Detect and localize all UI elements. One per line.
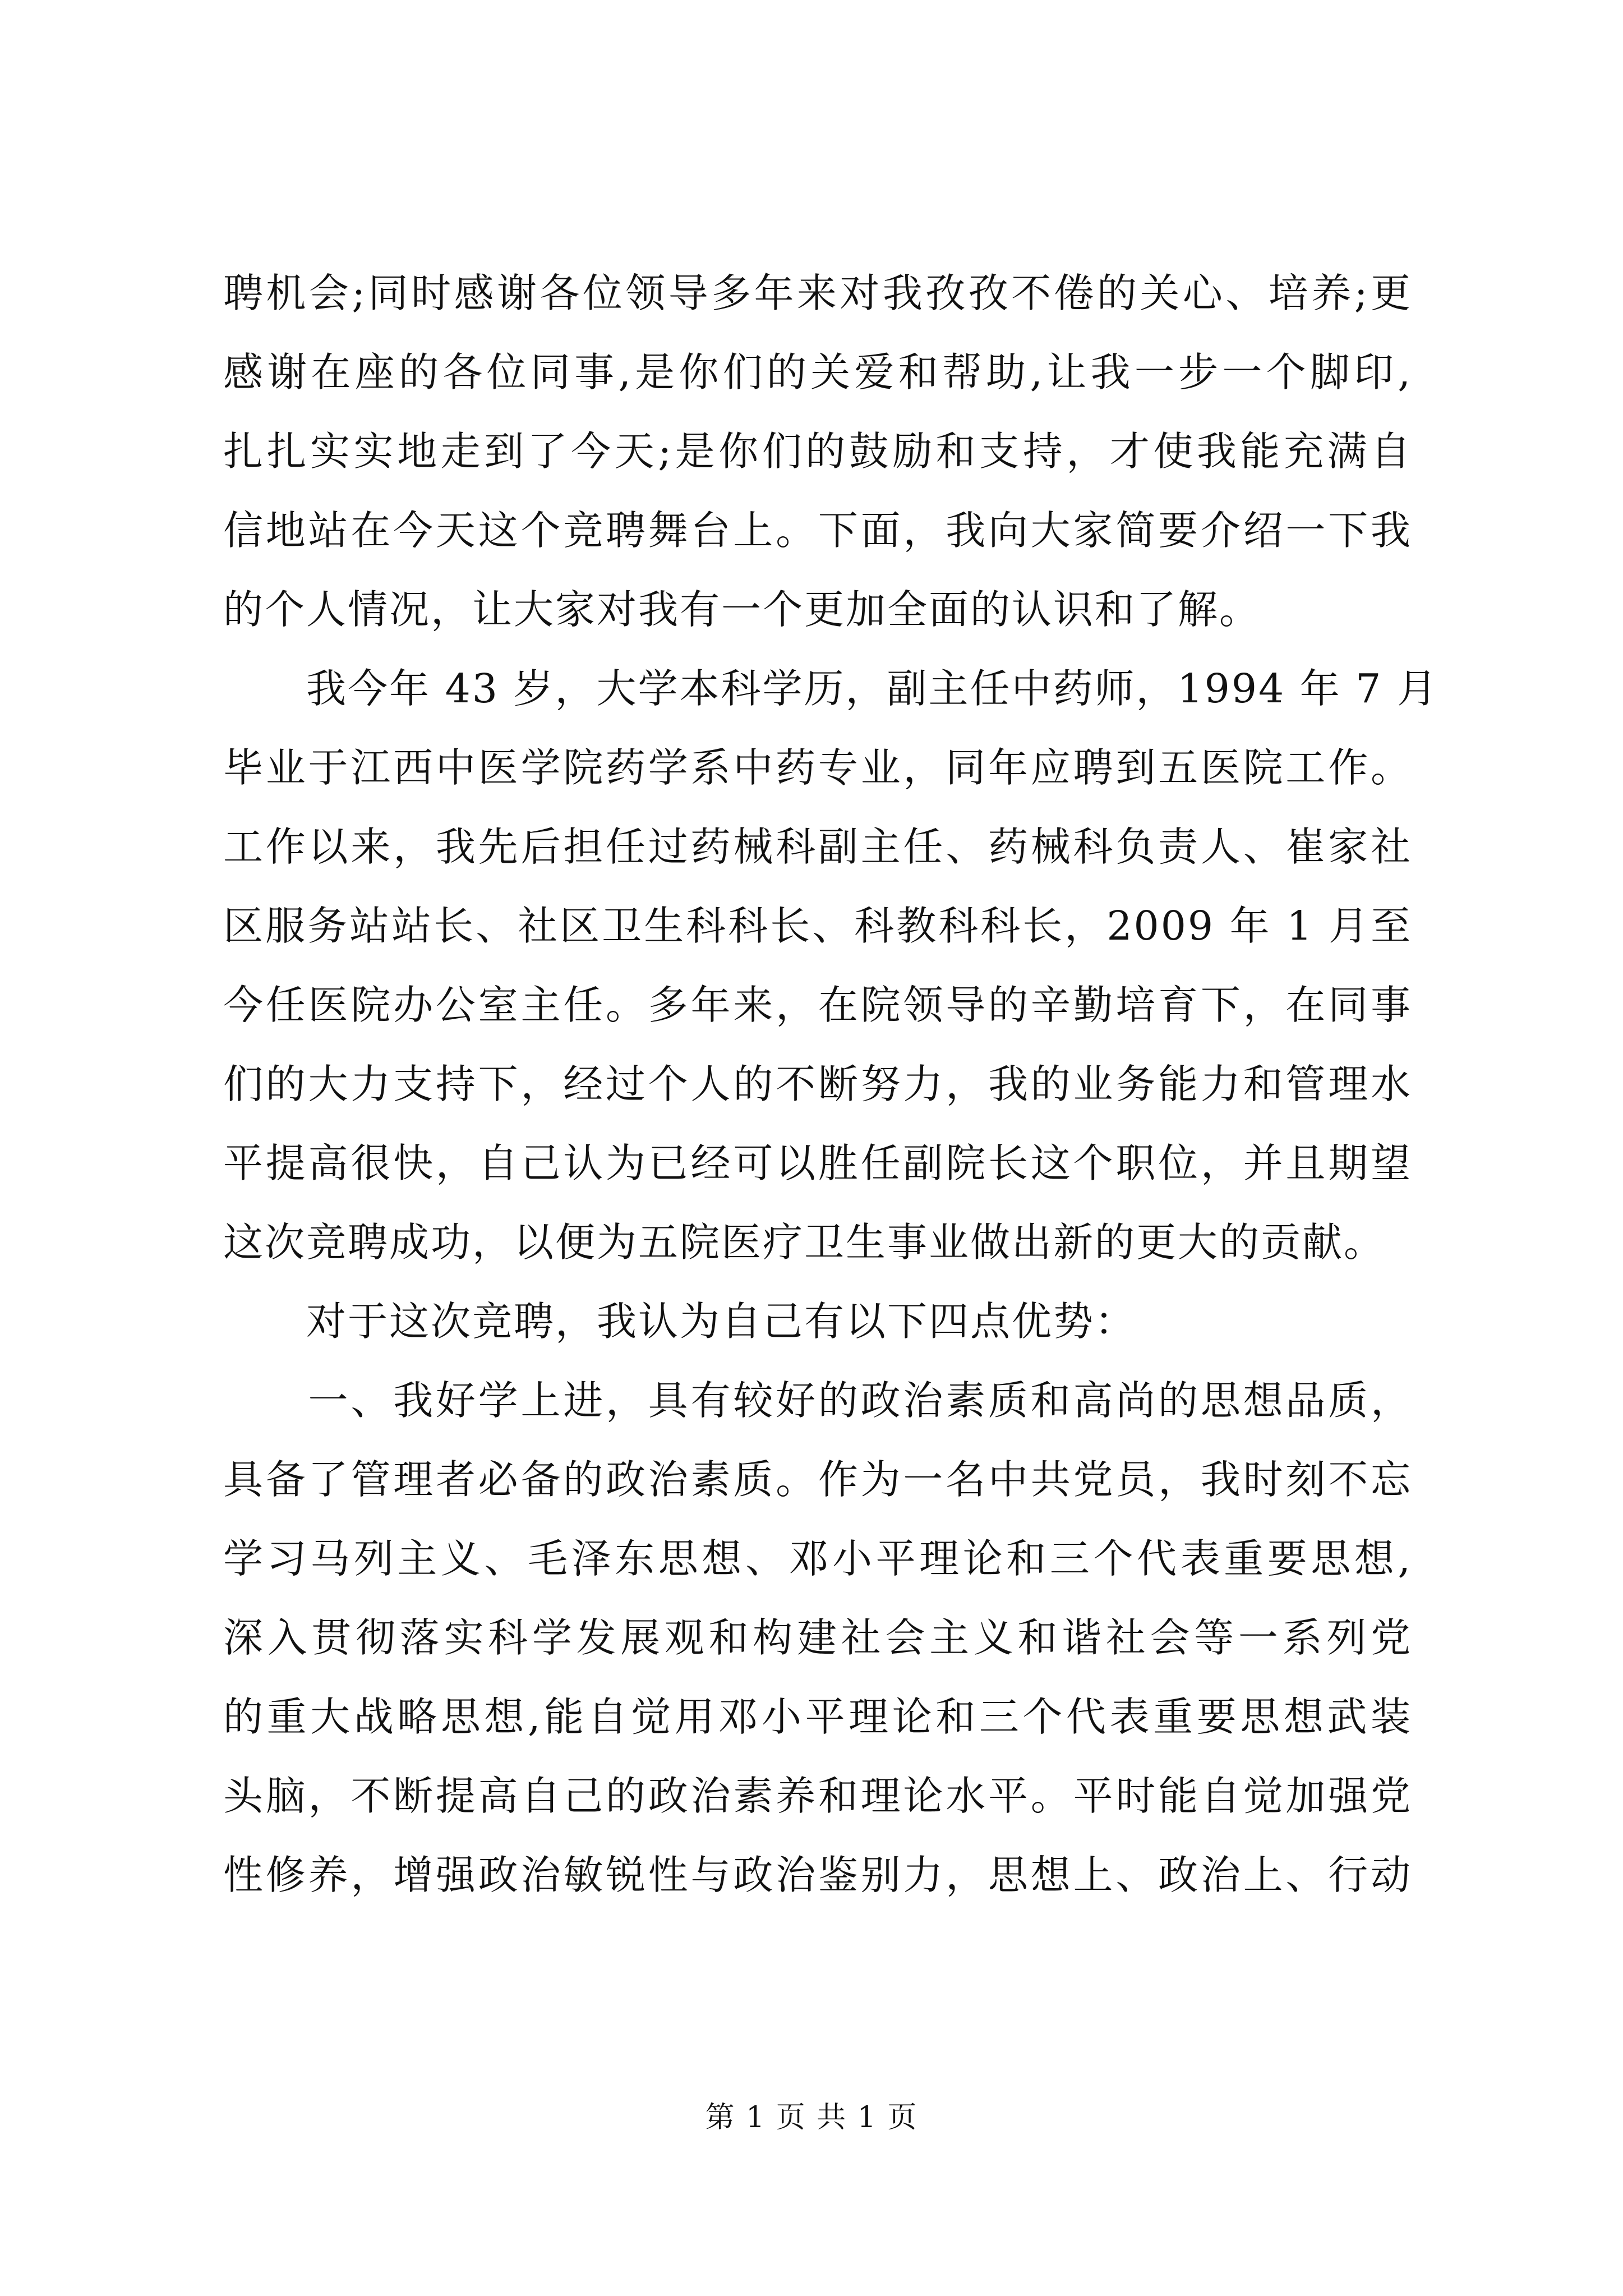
text-line: 头脑，不断提高自己的政治素养和理论水平。平时能自觉加强党 bbox=[223, 1773, 1412, 1819]
text-line: 工作以来，我先后担任过药械科副主任、药械科负责人、崔家社 bbox=[223, 823, 1412, 870]
text-line: 聘机会;同时感谢各位领导多年来对我孜孜不倦的关心、培养;更 bbox=[223, 270, 1412, 316]
text-line: 感谢在座的各位同事,是你们的关爱和帮助,让我一步一个脚印, bbox=[223, 349, 1412, 395]
text-line: 平提高很快，自己认为已经可以胜任副院长这个职位，并且期望 bbox=[223, 1140, 1412, 1186]
text-line: 我今年 43 岁，大学本科学历，副主任中药师，1994 年 7 月 bbox=[223, 665, 1439, 712]
text-line: 扎扎实实地走到了今天;是你们的鼓励和支持，才使我能充满自 bbox=[223, 428, 1412, 475]
text-line: 的个人情况，让大家对我有一个更加全面的认识和了解。 bbox=[223, 586, 1261, 633]
text-line: 一、我好学上进，具有较好的政治素质和高尚的思想品质， bbox=[223, 1377, 1412, 1424]
text-line: 毕业于江西中医学院药学系中药专业，同年应聘到五医院工作。 bbox=[223, 744, 1412, 791]
page-number: 第 1 页 共 1 页 bbox=[705, 2101, 918, 2134]
text-line: 深入贯彻落实科学发展观和构建社会主义和谐社会等一系列党 bbox=[223, 1614, 1412, 1661]
body-text bbox=[223, 254, 1439, 1915]
text-line: 具备了管理者必备的政治素质。作为一名中共党员，我时刻不忘 bbox=[223, 1456, 1412, 1503]
text-line: 区服务站站长、社区卫生科科长、科教科科长，2009 年 1 月至 bbox=[223, 903, 1412, 949]
text-line: 的重大战略思想,能自觉用邓小平理论和三个代表重要思想武装 bbox=[223, 1694, 1412, 1740]
text-line: 学习马列主义、毛泽东思想、邓小平理论和三个代表重要思想, bbox=[223, 1535, 1412, 1582]
text-line: 这次竞聘成功，以便为五院医疗卫生事业做出新的更大的贡献。 bbox=[223, 1219, 1386, 1266]
text-line: 信地站在今天这个竞聘舞台上。下面，我向大家简要介绍一下我 bbox=[223, 507, 1412, 554]
text-line: 们的大力支持下，经过个人的不断努力，我的业务能力和管理水 bbox=[223, 1061, 1412, 1107]
text-line: 性修养，增强政治敏锐性与政治鉴别力，思想上、政治上、行动 bbox=[223, 1852, 1412, 1898]
text-line: 今任医院办公室主任。多年来，在院领导的辛勤培育下，在同事 bbox=[223, 982, 1412, 1028]
page-footer bbox=[0, 2098, 1623, 2137]
text-line: 对于这次竞聘，我认为自己有以下四点优势： bbox=[223, 1298, 1137, 1345]
